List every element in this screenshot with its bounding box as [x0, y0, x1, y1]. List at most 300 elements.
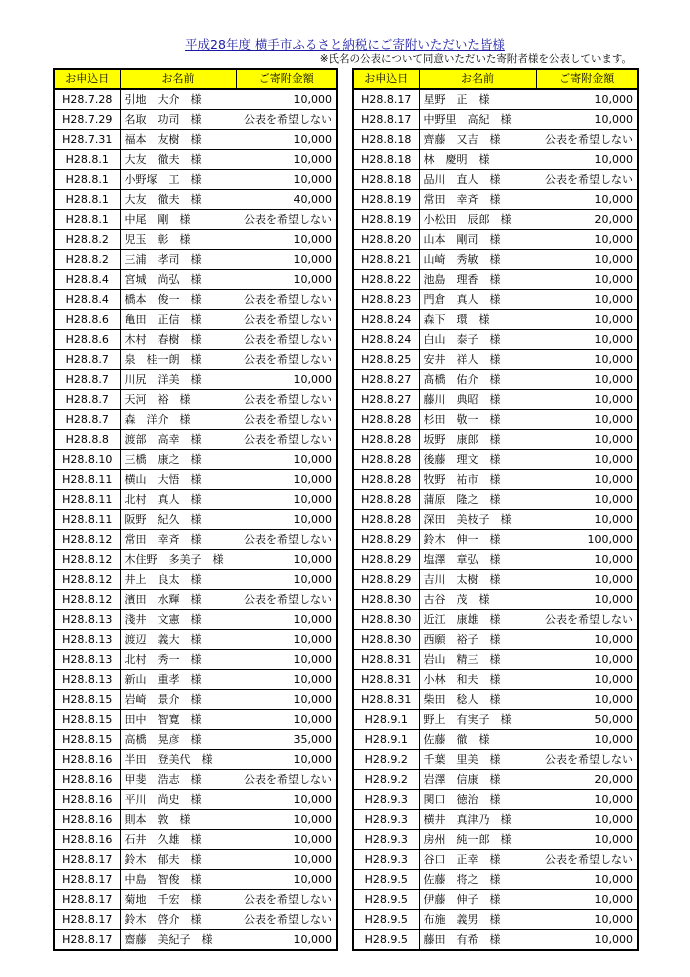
donation-amount: 10,000: [236, 370, 337, 390]
donation-amount: 10,000: [236, 270, 337, 290]
donation-date: H28.8.27: [353, 370, 419, 390]
donor-name: 鈴木 伸一 様: [419, 530, 536, 550]
table-row: [353, 310, 638, 330]
table-row: [54, 550, 337, 570]
donation-date: H28.7.31: [54, 130, 120, 150]
donation-date: H28.8.22: [353, 270, 419, 290]
donor-name: 引地 大介 様: [120, 89, 236, 110]
table-row: [54, 650, 337, 670]
table-row: [353, 270, 638, 290]
donation-amount: 10,000: [536, 570, 638, 590]
donor-name: 鈴木 啓介 様: [120, 910, 236, 930]
table-row: [54, 89, 337, 110]
donor-name: 中尾 剛 様: [120, 210, 236, 230]
donor-name: 池島 理香 様: [419, 270, 536, 290]
donation-amount: 10,000: [236, 570, 337, 590]
header-amount: ご寄附金額: [236, 69, 337, 89]
donor-name: 濱田 水輝 様: [120, 590, 236, 610]
donation-amount: 公表を希望しない: [536, 850, 638, 870]
donation-date: H28.8.11: [54, 490, 120, 510]
table-row: [353, 650, 638, 670]
donation-date: H28.8.1: [54, 170, 120, 190]
donation-date: H28.8.16: [54, 750, 120, 770]
donor-name: 佐藤 徹 様: [419, 730, 536, 750]
donation-amount: 公表を希望しない: [236, 210, 337, 230]
table-row: [54, 110, 337, 130]
donation-date: H28.9.5: [353, 870, 419, 890]
donation-date: H28.8.7: [54, 370, 120, 390]
donation-amount: 35,000: [236, 730, 337, 750]
donation-amount: 10,000: [536, 630, 638, 650]
donor-name: 三浦 孝司 様: [120, 250, 236, 270]
donation-date: H28.8.28: [353, 450, 419, 470]
donor-name: 千葉 里美 様: [419, 750, 536, 770]
donor-name: 小林 和夫 様: [419, 670, 536, 690]
donation-date: H28.8.30: [353, 610, 419, 630]
donation-amount: 公表を希望しない: [236, 770, 337, 790]
table-row: [353, 790, 638, 810]
donor-name: 安井 祥人 様: [419, 350, 536, 370]
donation-amount: 10,000: [536, 590, 638, 610]
donation-date: H28.8.17: [353, 110, 419, 130]
donation-amount: 10,000: [236, 510, 337, 530]
table-row: [353, 570, 638, 590]
donor-name: 橋本 俊一 様: [120, 290, 236, 310]
donor-name: 岩崎 景介 様: [120, 690, 236, 710]
table-row: [54, 450, 337, 470]
donor-name: 小野塚 工 様: [120, 170, 236, 190]
donor-name: 近江 康雄 様: [419, 610, 536, 630]
donation-amount: 公表を希望しない: [236, 430, 337, 450]
donor-name: 中島 智俊 様: [120, 870, 236, 890]
donation-date: H28.9.3: [353, 850, 419, 870]
donor-name: 木住野 多美子 様: [120, 550, 236, 570]
donation-date: H28.9.5: [353, 930, 419, 951]
table-row: [353, 250, 638, 270]
donor-name: 小松田 辰郎 様: [419, 210, 536, 230]
table-row: [353, 490, 638, 510]
table-row: [54, 590, 337, 610]
donation-date: H28.8.16: [54, 790, 120, 810]
donor-name: 品川 直人 様: [419, 170, 536, 190]
donation-date: H28.8.13: [54, 610, 120, 630]
donation-date: H28.8.13: [54, 630, 120, 650]
donation-date: H28.8.28: [353, 410, 419, 430]
donor-name: 井上 良太 様: [120, 570, 236, 590]
table-row: [54, 930, 337, 951]
donor-name: 亀田 正信 様: [120, 310, 236, 330]
donation-amount: 10,000: [536, 510, 638, 530]
donation-amount: 10,000: [536, 89, 638, 110]
table-row: [54, 770, 337, 790]
table-row: [353, 470, 638, 490]
donation-amount: 10,000: [536, 190, 638, 210]
table-row: [353, 230, 638, 250]
donation-amount: 10,000: [236, 610, 337, 630]
donor-name: 岩澤 信康 様: [419, 770, 536, 790]
donation-date: H28.9.1: [353, 710, 419, 730]
table-row: [353, 690, 638, 710]
donation-amount: 公表を希望しない: [536, 130, 638, 150]
donation-date: H28.8.15: [54, 710, 120, 730]
donation-amount: 10,000: [536, 690, 638, 710]
donation-amount: 公表を希望しない: [236, 290, 337, 310]
donation-date: H28.8.6: [54, 330, 120, 350]
donation-date: H28.8.12: [54, 590, 120, 610]
table-header-row: [353, 69, 638, 89]
table-row: [353, 830, 638, 850]
donation-amount: 10,000: [236, 850, 337, 870]
donation-amount: 10,000: [236, 750, 337, 770]
table-row: [54, 430, 337, 450]
donor-name: 藤田 有希 様: [419, 930, 536, 951]
donation-date: H28.8.19: [353, 190, 419, 210]
donation-date: H28.8.17: [54, 890, 120, 910]
donation-date: H28.8.17: [54, 910, 120, 930]
table-row: [54, 810, 337, 830]
donation-amount: 10,000: [536, 330, 638, 350]
donation-date: H28.9.1: [353, 730, 419, 750]
table-row: [54, 530, 337, 550]
table-row: [353, 930, 638, 951]
donor-name: 則本 敦 様: [120, 810, 236, 830]
donation-amount: 公表を希望しない: [236, 310, 337, 330]
table-row: [54, 150, 337, 170]
donation-amount: 10,000: [536, 930, 638, 951]
table-row: [54, 470, 337, 490]
donor-name: 天河 裕 様: [120, 390, 236, 410]
donation-date: H28.8.11: [54, 510, 120, 530]
donor-name: 山本 剛司 様: [419, 230, 536, 250]
donation-date: H28.8.16: [54, 810, 120, 830]
donation-amount: 10,000: [536, 310, 638, 330]
donor-name: 伊藤 伸子 様: [419, 890, 536, 910]
table-row: [353, 370, 638, 390]
donation-date: H28.8.28: [353, 490, 419, 510]
table-row: [54, 130, 337, 150]
donation-date: H28.8.7: [54, 410, 120, 430]
donation-amount: 公表を希望しない: [236, 910, 337, 930]
donation-date: H28.9.5: [353, 890, 419, 910]
donation-date: H28.8.13: [54, 650, 120, 670]
table-row: [54, 330, 337, 350]
donation-date: H28.7.28: [54, 89, 120, 110]
donation-amount: 10,000: [536, 910, 638, 930]
donation-date: H28.8.12: [54, 570, 120, 590]
table-header-row: [54, 69, 337, 89]
donor-table-right: [352, 68, 639, 951]
donor-name: 木村 春樹 様: [120, 330, 236, 350]
donor-table-right-body: [353, 89, 638, 950]
table-row: [54, 510, 337, 530]
donation-date: H28.8.16: [54, 770, 120, 790]
donation-amount: 10,000: [236, 170, 337, 190]
table-row: [353, 670, 638, 690]
donation-date: H28.8.18: [353, 170, 419, 190]
donor-name: 野上 有実子 様: [419, 710, 536, 730]
donation-date: H28.8.17: [353, 89, 419, 110]
donation-date: H28.8.10: [54, 450, 120, 470]
donation-date: H28.8.28: [353, 510, 419, 530]
table-row: [54, 790, 337, 810]
donor-name: 川尻 洋美 様: [120, 370, 236, 390]
donation-date: H28.8.20: [353, 230, 419, 250]
donor-name: 髙橋 佑介 様: [419, 370, 536, 390]
donation-date: H28.9.3: [353, 810, 419, 830]
donation-date: H28.8.17: [54, 930, 120, 951]
table-row: [54, 730, 337, 750]
donor-name: 深田 美枝子 様: [419, 510, 536, 530]
donation-date: H28.8.24: [353, 330, 419, 350]
table-row: [353, 590, 638, 610]
table-row: [353, 190, 638, 210]
donation-date: H28.8.1: [54, 190, 120, 210]
donation-amount: 10,000: [536, 350, 638, 370]
donation-amount: 10,000: [536, 830, 638, 850]
donation-date: H28.8.31: [353, 690, 419, 710]
table-row: [353, 710, 638, 730]
donor-name: 柴田 稔人 様: [419, 690, 536, 710]
donation-date: H28.8.23: [353, 290, 419, 310]
table-row: [353, 170, 638, 190]
donation-amount: 公表を希望しない: [536, 170, 638, 190]
disclosure-note: ※氏名の公表について同意いただいた寄附者様を公表しています。: [319, 53, 632, 65]
donation-amount: 10,000: [236, 470, 337, 490]
table-row: [353, 150, 638, 170]
donation-amount: 10,000: [536, 490, 638, 510]
donation-date: H28.8.30: [353, 590, 419, 610]
donation-date: H28.8.27: [353, 390, 419, 410]
table-row: [54, 290, 337, 310]
donation-amount: 公表を希望しない: [236, 530, 337, 550]
donor-name: 森 洋介 様: [120, 410, 236, 430]
donor-name: 中野里 高紀 様: [419, 110, 536, 130]
donation-date: H28.8.1: [54, 150, 120, 170]
donor-name: 福本 友樹 様: [120, 130, 236, 150]
donor-name: 佐藤 将之 様: [419, 870, 536, 890]
donation-date: H28.8.25: [353, 350, 419, 370]
donation-amount: 公表を希望しない: [236, 410, 337, 430]
donor-name: 三橋 康之 様: [120, 450, 236, 470]
donation-amount: 10,000: [536, 450, 638, 470]
donation-amount: 20,000: [536, 770, 638, 790]
donor-name: 関口 徳治 様: [419, 790, 536, 810]
table-row: [54, 210, 337, 230]
donor-name: 古谷 茂 様: [419, 590, 536, 610]
donation-amount: 10,000: [236, 630, 337, 650]
donor-name: 岩山 精三 様: [419, 650, 536, 670]
donation-date: H28.8.4: [54, 270, 120, 290]
donation-amount: 10,000: [236, 150, 337, 170]
donation-amount: 10,000: [536, 290, 638, 310]
donor-name: 菊地 千宏 様: [120, 890, 236, 910]
donation-date: H28.9.3: [353, 790, 419, 810]
donation-amount: 公表を希望しない: [236, 110, 337, 130]
table-row: [353, 910, 638, 930]
donation-amount: 公表を希望しない: [236, 890, 337, 910]
donation-date: H28.8.17: [54, 870, 120, 890]
table-row: [353, 290, 638, 310]
donation-amount: 公表を希望しない: [236, 330, 337, 350]
donation-amount: 100,000: [536, 530, 638, 550]
table-row: [54, 250, 337, 270]
table-row: [54, 350, 337, 370]
table-row: [353, 850, 638, 870]
donation-amount: 10,000: [536, 430, 638, 450]
table-row: [353, 430, 638, 450]
donation-amount: 10,000: [236, 690, 337, 710]
donation-date: H28.8.2: [54, 230, 120, 250]
table-row: [353, 550, 638, 570]
table-row: [54, 270, 337, 290]
donation-date: H28.8.17: [54, 850, 120, 870]
donor-name: 北村 真人 様: [120, 490, 236, 510]
header-date: お申込日: [54, 69, 120, 89]
donor-name: 石井 久雄 様: [120, 830, 236, 850]
donation-date: H28.8.15: [54, 690, 120, 710]
table-row: [54, 310, 337, 330]
donation-date: H28.8.12: [54, 550, 120, 570]
donor-name: 林 慶明 様: [419, 150, 536, 170]
donation-amount: 10,000: [236, 130, 337, 150]
donation-amount: 10,000: [236, 490, 337, 510]
donation-amount: 10,000: [236, 810, 337, 830]
donor-table-left: [53, 68, 338, 951]
donation-amount: 20,000: [536, 210, 638, 230]
donor-name: 常田 幸斉 様: [419, 190, 536, 210]
donation-amount: 10,000: [236, 650, 337, 670]
table-row: [353, 750, 638, 770]
donation-amount: 10,000: [236, 550, 337, 570]
table-row: [54, 710, 337, 730]
donation-date: H28.8.16: [54, 830, 120, 850]
table-row: [54, 630, 337, 650]
donor-name: 横山 大悟 様: [120, 470, 236, 490]
donation-amount: 10,000: [536, 730, 638, 750]
donation-amount: 10,000: [236, 230, 337, 250]
donation-amount: 10,000: [536, 870, 638, 890]
donor-name: 大友 徹夫 様: [120, 190, 236, 210]
donation-amount: 10,000: [536, 650, 638, 670]
donation-amount: 公表を希望しない: [536, 610, 638, 630]
donor-name: 西願 裕子 様: [419, 630, 536, 650]
donation-date: H28.8.24: [353, 310, 419, 330]
donor-name: 半田 登美代 様: [120, 750, 236, 770]
donation-date: H28.8.15: [54, 730, 120, 750]
table-row: [353, 210, 638, 230]
header-date: お申込日: [353, 69, 419, 89]
donation-date: H28.8.29: [353, 550, 419, 570]
donor-name: 田中 智寛 様: [120, 710, 236, 730]
donation-date: H28.8.21: [353, 250, 419, 270]
donation-date: H28.8.18: [353, 150, 419, 170]
header-amount: ご寄附金額: [536, 69, 638, 89]
table-row: [353, 810, 638, 830]
donation-amount: 10,000: [236, 830, 337, 850]
donor-name: 山崎 秀敏 様: [419, 250, 536, 270]
donation-amount: 10,000: [236, 450, 337, 470]
donation-amount: 10,000: [536, 410, 638, 430]
donor-name: 藤川 典昭 様: [419, 390, 536, 410]
table-row: [353, 390, 638, 410]
table-row: [353, 610, 638, 630]
donor-name: 谷口 正幸 様: [419, 850, 536, 870]
donor-name: 坂野 康郎 様: [419, 430, 536, 450]
donor-name: 齋藤 美紀子 様: [120, 930, 236, 951]
table-row: [353, 130, 638, 150]
table-row: [353, 330, 638, 350]
donor-name: 牧野 祐市 様: [419, 470, 536, 490]
donation-date: H28.8.28: [353, 430, 419, 450]
donation-amount: 公表を希望しない: [236, 590, 337, 610]
donor-name: 横井 真津乃 様: [419, 810, 536, 830]
table-row: [353, 770, 638, 790]
donation-date: H28.8.13: [54, 670, 120, 690]
table-row: [353, 530, 638, 550]
header-name: お名前: [120, 69, 236, 89]
table-row: [353, 890, 638, 910]
table-row: [54, 490, 337, 510]
donor-name: 淺井 文憲 様: [120, 610, 236, 630]
table-row: [54, 910, 337, 930]
table-row: [54, 850, 337, 870]
table-row: [54, 570, 337, 590]
donation-date: H28.8.7: [54, 390, 120, 410]
donation-date: H28.8.4: [54, 290, 120, 310]
donation-date: H28.8.18: [353, 130, 419, 150]
table-row: [353, 510, 638, 530]
donor-name: 平川 尚史 様: [120, 790, 236, 810]
table-row: [54, 610, 337, 630]
donor-name: 布施 義男 様: [419, 910, 536, 930]
donation-date: H28.9.2: [353, 750, 419, 770]
donation-date: H28.8.29: [353, 530, 419, 550]
donor-name: 房州 純一郎 様: [419, 830, 536, 850]
donation-amount: 公表を希望しない: [536, 750, 638, 770]
donation-amount: 10,000: [236, 790, 337, 810]
donation-amount: 10,000: [536, 270, 638, 290]
donation-date: H28.9.3: [353, 830, 419, 850]
donation-date: H28.8.31: [353, 670, 419, 690]
donor-name: 常田 幸斉 様: [120, 530, 236, 550]
donor-name: 齊藤 又吉 様: [419, 130, 536, 150]
donor-name: 阪野 紀久 様: [120, 510, 236, 530]
donation-date: H28.8.8: [54, 430, 120, 450]
donation-date: H28.8.6: [54, 310, 120, 330]
donor-name: 宮城 尚弘 様: [120, 270, 236, 290]
donor-name: 塩澤 章弘 様: [419, 550, 536, 570]
donor-name: 門倉 真人 様: [419, 290, 536, 310]
donation-date: H28.8.11: [54, 470, 120, 490]
donation-date: H28.9.5: [353, 910, 419, 930]
table-row: [54, 390, 337, 410]
table-row: [353, 630, 638, 650]
donation-date: H28.8.31: [353, 650, 419, 670]
donation-amount: 10,000: [236, 670, 337, 690]
table-row: [54, 190, 337, 210]
donor-name: 蒲原 隆之 様: [419, 490, 536, 510]
donation-date: H28.7.29: [54, 110, 120, 130]
donation-date: H28.8.30: [353, 630, 419, 650]
donor-table-left-body: [54, 89, 337, 950]
table-row: [54, 410, 337, 430]
donation-amount: 10,000: [536, 250, 638, 270]
table-row: [54, 890, 337, 910]
table-row: [353, 870, 638, 890]
donation-amount: 10,000: [536, 230, 638, 250]
table-row: [54, 370, 337, 390]
donor-name: 高橋 晃彦 様: [120, 730, 236, 750]
